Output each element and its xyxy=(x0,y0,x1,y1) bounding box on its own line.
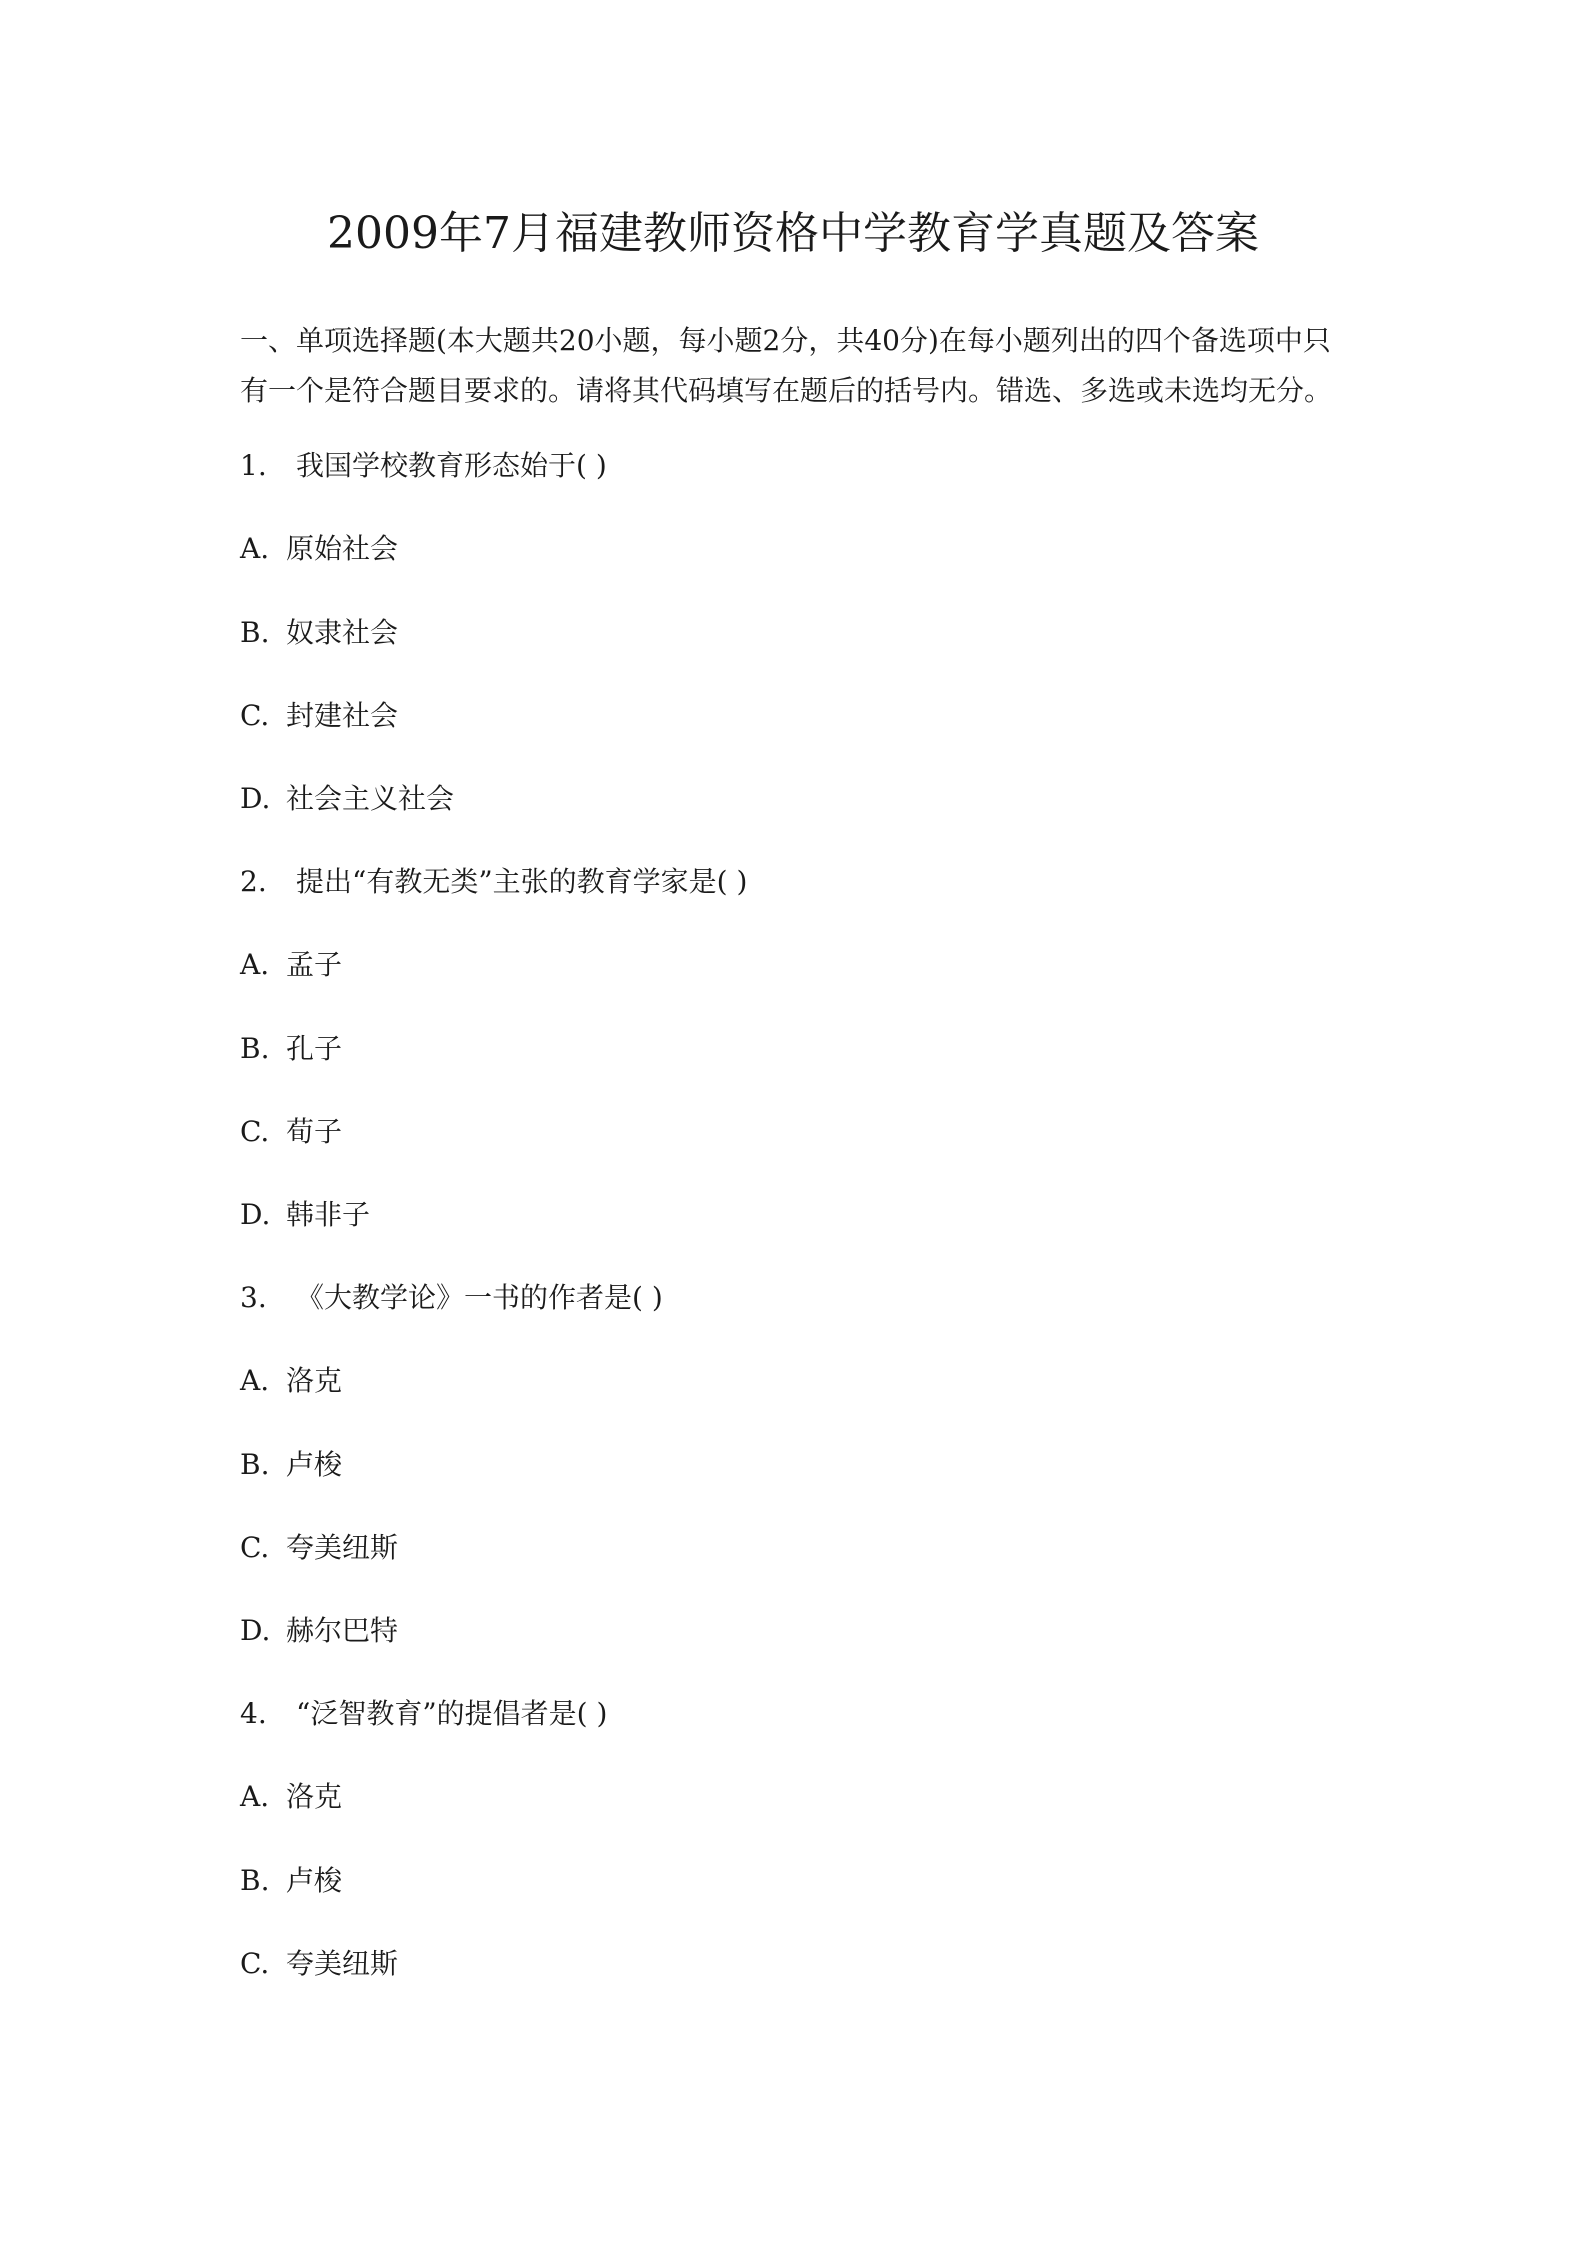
question-number: 3. xyxy=(240,1281,267,1314)
option-4-c xyxy=(240,1944,398,1984)
option-letter: B. xyxy=(240,1864,270,1897)
option-1-a xyxy=(240,529,398,569)
option-letter: A. xyxy=(240,532,270,565)
question-4 xyxy=(240,1694,607,1734)
option-3-d xyxy=(240,1611,398,1651)
option-text: 卢梭 xyxy=(286,1448,343,1481)
option-2-c xyxy=(240,1112,342,1152)
option-letter: A. xyxy=(240,1780,270,1813)
option-letter: B. xyxy=(240,1032,270,1065)
option-4-a xyxy=(240,1777,342,1817)
question-text: “泛智教育”的提倡者是( ) xyxy=(296,1697,608,1730)
option-1-c xyxy=(240,696,398,736)
option-text: 荀子 xyxy=(286,1115,343,1148)
question-text: 我国学校教育形态始于( ) xyxy=(296,449,607,482)
option-letter: A. xyxy=(240,948,270,981)
option-letter: C. xyxy=(240,1947,270,1980)
option-text: 孔子 xyxy=(286,1032,343,1065)
question-text: 提出“有教无类”主张的教育学家是( ) xyxy=(296,865,748,898)
document-title: 2009年7月福建教师资格中学教育学真题及答案 xyxy=(327,208,1259,259)
option-text: 原始社会 xyxy=(286,532,399,565)
option-text: 孟子 xyxy=(286,948,343,981)
option-4-b xyxy=(240,1861,342,1901)
option-text: 洛克 xyxy=(286,1780,343,1813)
question-number: 2. xyxy=(240,865,267,898)
question-number: 4. xyxy=(240,1697,267,1730)
option-letter: D. xyxy=(240,1614,271,1647)
question-3 xyxy=(240,1278,663,1318)
option-text: 封建社会 xyxy=(286,699,399,732)
option-text: 夸美纽斯 xyxy=(286,1531,399,1564)
option-letter: B. xyxy=(240,1448,270,1481)
option-1-b xyxy=(240,613,398,653)
option-1-d xyxy=(240,779,454,819)
option-text: 韩非子 xyxy=(286,1198,371,1231)
option-letter: D. xyxy=(240,1198,271,1231)
question-2 xyxy=(240,862,747,902)
option-2-d xyxy=(240,1195,370,1235)
option-letter: C. xyxy=(240,699,270,732)
instructions-line-2: 有一个是符合题目要求的。请将其代码填写在题后的括号内。错选、多选或未选均无分。 xyxy=(240,374,1333,407)
option-2-b xyxy=(240,1029,342,1069)
option-letter: C. xyxy=(240,1531,270,1564)
option-text: 奴隶社会 xyxy=(286,616,399,649)
option-text: 社会主义社会 xyxy=(286,782,455,815)
option-3-b xyxy=(240,1445,342,1485)
option-letter: C. xyxy=(240,1115,270,1148)
option-letter: D. xyxy=(240,782,271,815)
option-text: 夸美纽斯 xyxy=(286,1947,399,1980)
question-number: 1. xyxy=(240,449,267,482)
option-3-c xyxy=(240,1528,398,1568)
option-text: 洛克 xyxy=(286,1364,343,1397)
option-letter: A. xyxy=(240,1364,270,1397)
option-text: 卢梭 xyxy=(286,1864,343,1897)
option-letter: B. xyxy=(240,616,270,649)
option-2-a xyxy=(240,945,342,985)
question-1 xyxy=(240,446,607,486)
section-instructions xyxy=(240,316,1350,416)
option-3-a xyxy=(240,1361,342,1401)
option-text: 赫尔巴特 xyxy=(286,1614,399,1647)
instructions-line-1: 一、单项选择题(本大题共20小题，每小题2分，共40分)在每小题列出的四个备选项中只 xyxy=(240,324,1331,357)
question-text: 《大教学论》一书的作者是( ) xyxy=(296,1281,663,1314)
